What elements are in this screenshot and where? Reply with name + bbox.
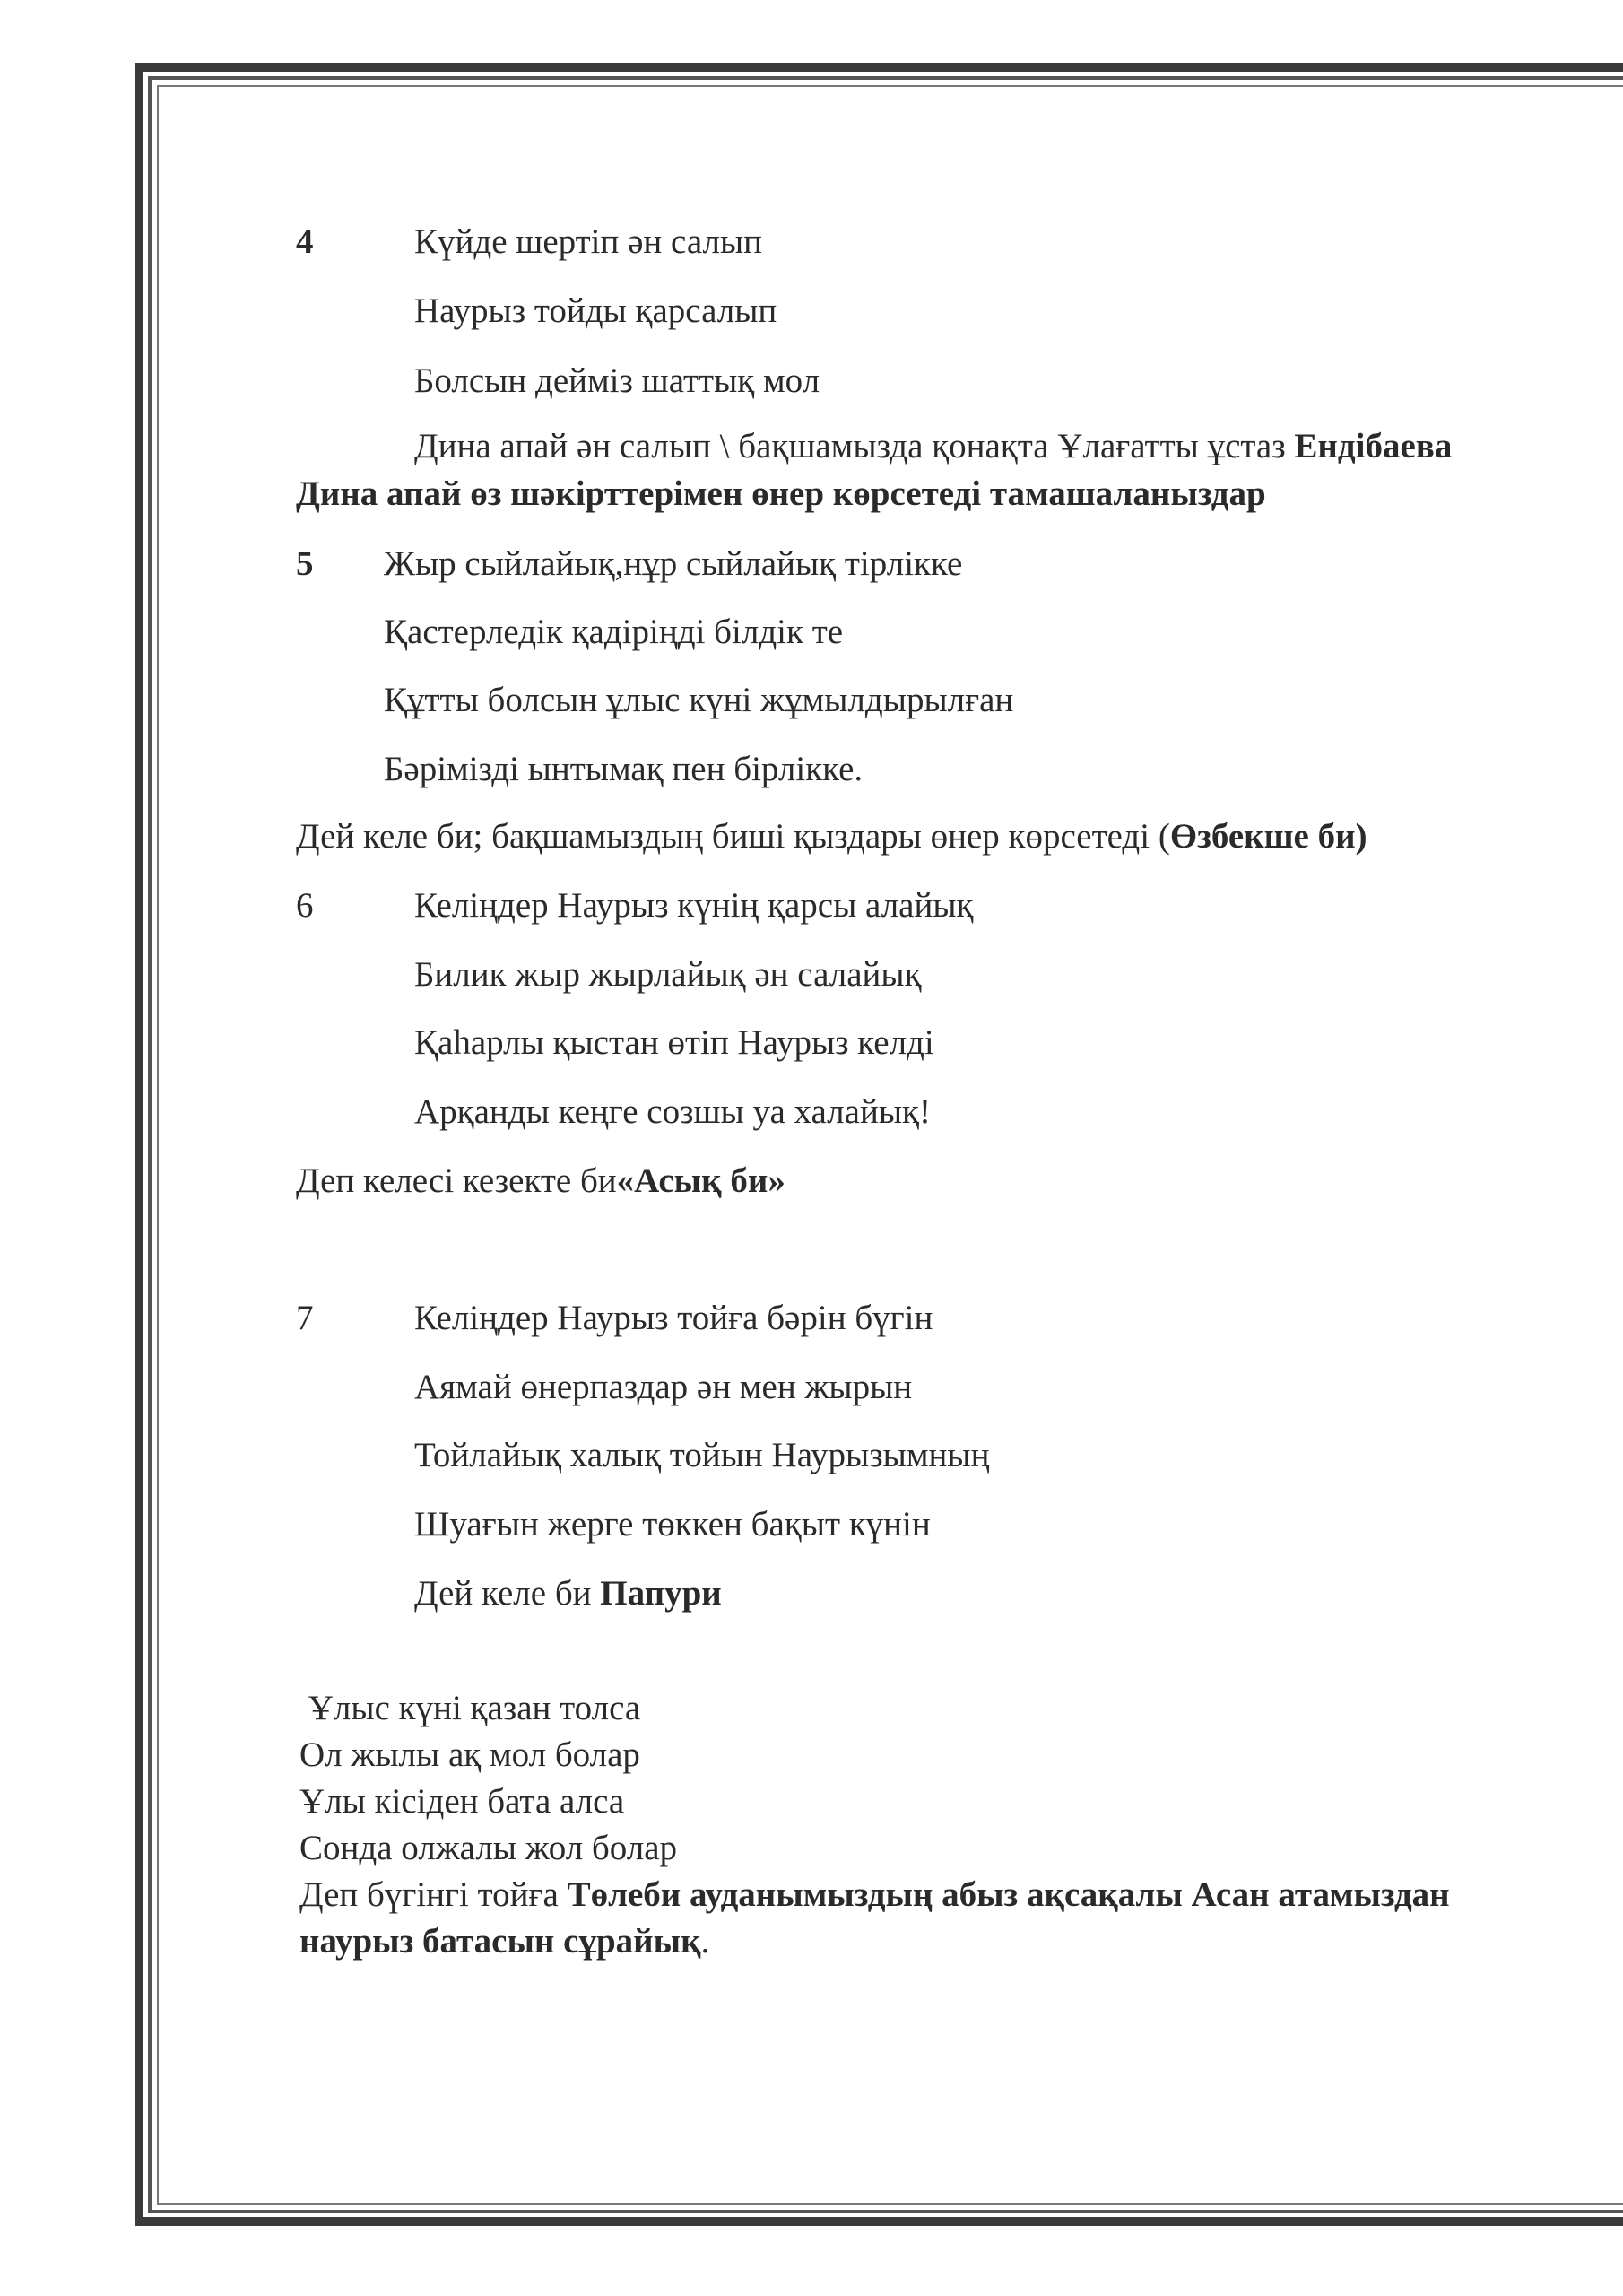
verse-line: Қаһарлы қыстан өтіп Наурыз келді <box>414 1023 934 1062</box>
verse-line: Бәрімізді ынтымақ пен бірлікке. <box>384 750 864 788</box>
verse-number: 5 <box>296 544 314 583</box>
stage-direction: Дей келе би; бақшамыздың биші қыздары өнер көрсетеді (Өзбекше би) <box>296 817 1367 856</box>
verse-line: Күйде шертіп ән салып <box>414 222 763 261</box>
verse-line: Қастерледік қадіріңді білдік те <box>384 613 844 651</box>
verse-line: Тойлайық халық тойын Наурызымның <box>414 1436 990 1474</box>
verse-number: 6 <box>296 886 314 925</box>
blessing-line: Сонда олжалы жол болар <box>299 1829 678 1867</box>
stage-direction: Дей келе би Папури <box>414 1574 722 1613</box>
verse-line: Келіңдер Наурыз тойға бәрін бүгін <box>414 1299 933 1337</box>
verse-number: 4 <box>296 222 314 261</box>
verse-line: Жыр сыйлайық,нұр сыйлайық тірлікке <box>384 544 963 583</box>
verse-line: Шуағын жерге төккен бақыт күнін <box>414 1505 931 1544</box>
blessing-line: Ол жылы ақ мол болар <box>299 1735 640 1774</box>
stage-direction: Деп келесі кезекте би«Асық би» <box>296 1161 785 1200</box>
verse-line: Аямай өнерпаздар ән мен жырын <box>414 1368 913 1406</box>
verse-line: Наурыз тойды қарсалып <box>414 291 777 330</box>
intro-text-bold: Дина апай өз шәкірттерімен өнер көрсетеді тамашаланыздар <box>296 474 1266 513</box>
intro-text: Дина апай ән салып \ бақшамызда қонақта Ұлағатты ұстаз Ендібаева <box>414 427 1453 465</box>
verse-line: Болсын дейміз шаттық мол <box>414 361 820 400</box>
verse-line: Келіңдер Наурыз күнің қарсы алайық <box>414 886 974 925</box>
closing-text: наурыз батасын сұрайық. <box>299 1922 710 1961</box>
verse-line: Билик жыр жырлайық ән салайық <box>414 955 922 994</box>
blessing-line: Ұлыс күні қазан толса <box>299 1689 641 1727</box>
verse-line: Арқанды кеңге созшы уа халайық! <box>414 1092 931 1131</box>
verse-number: 7 <box>296 1299 314 1337</box>
verse-line: Құтты болсын ұлыс күні жұмылдырылған <box>384 681 1014 719</box>
closing-text: Деп бүгінгі тойға Төлеби ауданымыздың абыз ақсақалы Асан атамыздан <box>299 1875 1450 1914</box>
blessing-line: Ұлы кісіден бата алса <box>299 1782 625 1821</box>
